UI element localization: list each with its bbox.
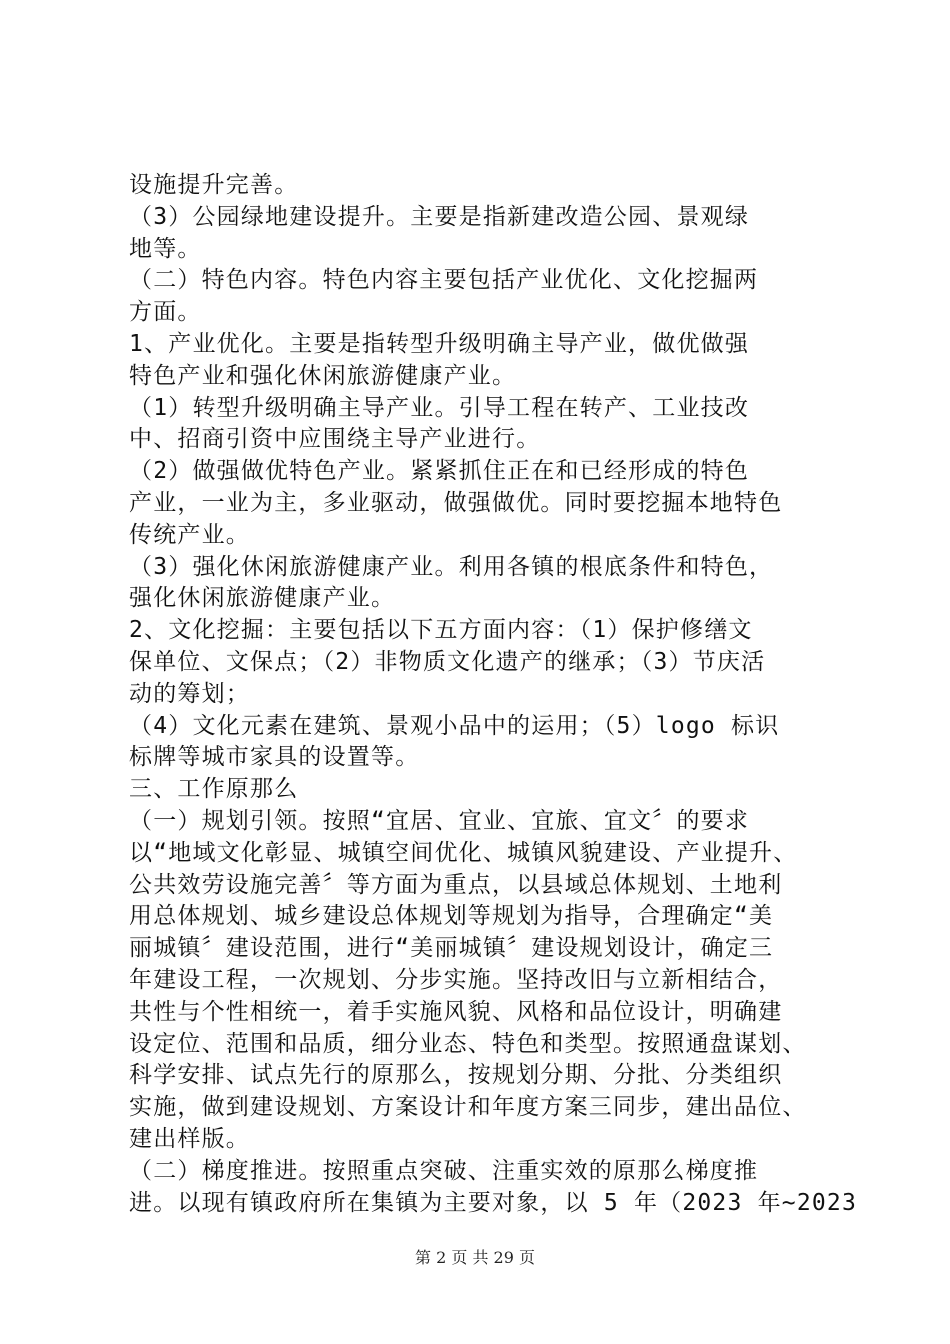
- text-line: 用总体规划、城乡建设总体规划等规划为指导，合理确定“美: [129, 903, 774, 930]
- text-line: 方面。: [129, 299, 202, 326]
- text-line: 2、文化挖掘：主要包括以下五方面内容：（1）保护修缮文: [129, 617, 753, 644]
- text-line: 特色产业和强化休闲旅游健康产业。: [129, 362, 517, 389]
- text-line: 进。以现有镇政府所在集镇为主要对象，以 5 年（2023 年~2023: [129, 1189, 858, 1216]
- text-line: （2）做强做优特色产业。紧紧抓住正在和已经形成的特色: [129, 458, 750, 485]
- text-line: （1）转型升级明确主导产业。引导工程在转产、工业技改: [129, 394, 750, 421]
- text-line: （3）强化休闲旅游健康产业。利用各镇的根底条件和特色，: [129, 553, 774, 580]
- paragraph: [129, 202, 835, 266]
- text-line: 1、产业优化。主要是指转型升级明确主导产业，做优做强: [129, 330, 750, 357]
- text-line: （二）特色内容。特色内容主要包括产业优化、文化挖掘两: [129, 267, 759, 294]
- text-line: （4）文化元素在建筑、景观小品中的运用；（5）logo 标识: [129, 712, 780, 739]
- paragraph: [129, 774, 835, 806]
- text-line: 建出样版。: [129, 1125, 250, 1152]
- document-body: [129, 170, 858, 1219]
- text-line: 科学安排、试点先行的原那么，按规划分期、分批、分类组织: [129, 1062, 783, 1089]
- text-line: 产业，一业为主，多业驱动，做强做优。同时要挖掘本地特色: [129, 489, 783, 516]
- text-line: 标牌等城市家具的设置等。: [129, 744, 420, 771]
- text-line: 实施，做到建设规划、方案设计和年度方案三同步，建出品位、: [129, 1094, 807, 1121]
- text-line: 设施提升完善。: [129, 172, 299, 198]
- text-line: 年建设工程，一次规划、分步实施。坚持改旧与立新相结合，: [129, 966, 783, 993]
- text-line: 三、工作原那么: [129, 776, 299, 803]
- paragraph: [129, 456, 835, 551]
- paragraph: [129, 806, 835, 1156]
- paragraph: [129, 393, 835, 457]
- page-footer: 第 2 页 共 29 页: [415, 1248, 535, 1267]
- paragraph: [129, 552, 835, 616]
- text-line: 公共效劳设施完善〞等方面为重点，以县域总体规划、土地利: [129, 871, 783, 898]
- paragraph: [129, 711, 835, 775]
- text-line: （3）公园绿地建设提升。主要是指新建改造公园、景观绿: [129, 203, 750, 230]
- text-line: 丽城镇〞建设范围，进行“美丽城镇〞建设规划设计，确定三: [129, 935, 774, 962]
- text-line: 保单位、文保点；（2）非物质文化遗产的继承；（3）节庆活: [129, 648, 766, 675]
- text-line: 地等。: [129, 235, 202, 262]
- paragraph: [129, 265, 835, 329]
- paragraph: [129, 329, 835, 393]
- text-line: 传统产业。: [129, 521, 250, 548]
- paragraph: [129, 170, 835, 202]
- text-line: 中、招商引资中应围绕主导产业进行。: [129, 426, 541, 453]
- text-line: 动的筹划；: [129, 680, 250, 707]
- text-line: 设定位、范围和品质，细分业态、特色和类型。按照通盘谋划、: [129, 1030, 807, 1057]
- text-line: 强化休闲旅游健康产业。: [129, 585, 396, 612]
- text-line: 以“地域文化彰显、城镇空间优化、城镇风貌建设、产业提升、: [129, 839, 798, 866]
- paragraph: [129, 615, 835, 710]
- text-line: 共性与个性相统一，着手实施风貌、风格和品位设计，明确建: [129, 998, 783, 1025]
- text-line: （一）规划引领。按照“宜居、宜业、宜旅、宜文〞的要求: [129, 807, 750, 834]
- paragraph: [129, 1156, 858, 1220]
- text-line: （二）梯度推进。按照重点突破、注重实效的原那么梯度推: [129, 1157, 759, 1184]
